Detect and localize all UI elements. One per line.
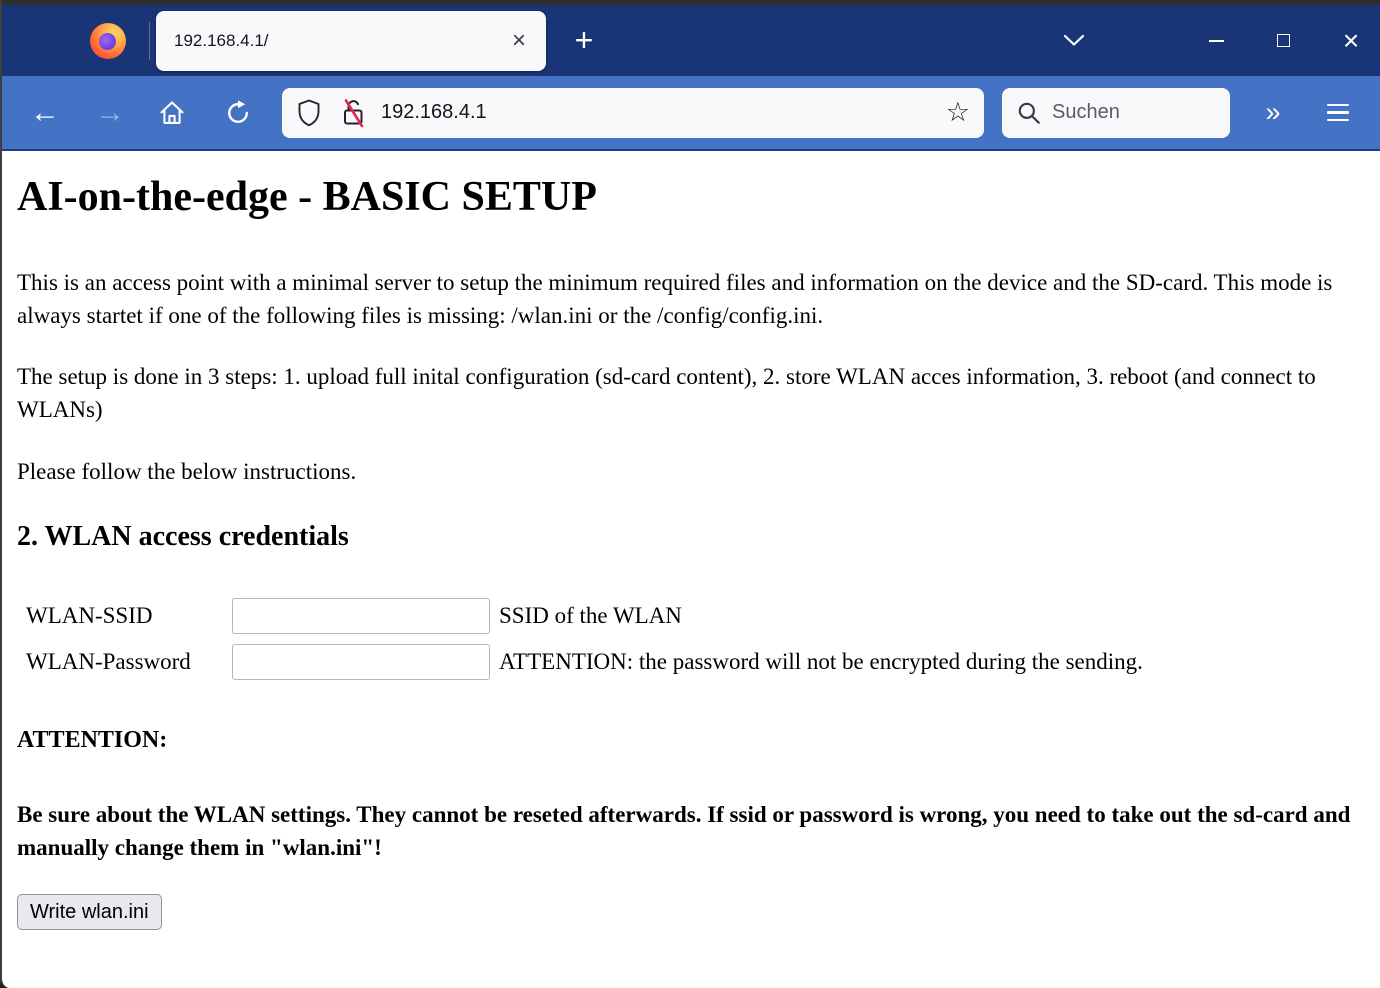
minimize-button[interactable] — [1193, 18, 1239, 64]
url-text[interactable]: 192.168.4.1 — [381, 101, 487, 123]
intro-paragraph-1: This is an access point with a minimal server to setup the minimum required files and information on the device and the SD-card. This mode is always startet if one of the following files is missing: /wlan.ini or the /config/config.ini. — [17, 270, 1333, 329]
url-bar[interactable] — [282, 88, 984, 138]
tab-title: 192.168.4.1/ — [174, 30, 269, 50]
titlebar — [2, 5, 1380, 76]
tab-close-icon[interactable]: × — [511, 26, 526, 54]
wlan-password-label: WLAN-Password — [26, 649, 191, 675]
home-icon — [158, 99, 186, 127]
wlan-credentials-form — [26, 598, 1365, 680]
intro-paragraph-3: Please follow the below instructions. — [17, 459, 357, 485]
maximize-button[interactable] — [1260, 18, 1306, 64]
wlan-password-description: ATTENTION: the password will not be encrypted during the sending. — [499, 649, 1143, 675]
chevron-down-icon — [1063, 34, 1085, 47]
wlan-ssid-description: SSID of the WLAN — [499, 603, 682, 629]
write-wlan-ini-button[interactable]: Write wlan.ini — [17, 894, 162, 930]
hamburger-bar — [1327, 111, 1349, 113]
reload-icon — [224, 99, 252, 127]
new-tab-button[interactable]: + — [574, 22, 594, 58]
hamburger-bar — [1327, 119, 1349, 121]
back-button[interactable]: ← — [30, 95, 60, 129]
firefox-logo-icon — [90, 23, 126, 59]
wlan-ssid-cell — [232, 598, 499, 634]
close-window-button[interactable] — [1328, 18, 1374, 64]
attention-warning-text: Be sure about the WLAN settings. They cannot be reseted afterwards. If ssid or password is wrong, you need to take out the sd-card and manually change them in "wlan.ini"! — [17, 802, 1351, 861]
reload-button[interactable] — [216, 91, 260, 135]
maximize-icon — [1277, 34, 1290, 47]
hamburger-bar — [1327, 104, 1349, 106]
bookmark-star-icon[interactable]: ☆ — [945, 97, 970, 127]
intro-paragraph-2: The setup is done in 3 steps: 1. upload full inital configuration (sd-card content), 2. store WLAN acces information, 3. reboot (and connect to WLANs) — [17, 364, 1316, 423]
hamburger-menu-button[interactable] — [1316, 104, 1360, 121]
forward-button[interactable]: → — [95, 95, 125, 129]
overflow-chevrons-button[interactable]: » — [1265, 97, 1279, 127]
section-heading-wlan-credentials: 2. WLAN access credentials — [17, 521, 349, 553]
search-box[interactable] — [1002, 88, 1230, 138]
page-content — [2, 151, 1380, 988]
wlan-ssid-label: WLAN-SSID — [26, 603, 153, 629]
close-icon: × — [1342, 24, 1360, 56]
minimize-icon — [1209, 40, 1224, 42]
insecure-lock-icon[interactable] — [338, 97, 368, 129]
wlan-ssid-input[interactable] — [232, 598, 490, 634]
search-input[interactable] — [1052, 101, 1202, 124]
list-all-tabs-button[interactable] — [1052, 34, 1096, 47]
tab-separator — [149, 22, 150, 60]
home-button[interactable] — [150, 91, 194, 135]
search-icon — [1016, 100, 1042, 126]
tracking-protection-shield-icon[interactable] — [297, 99, 321, 127]
browser-tab[interactable] — [156, 11, 546, 71]
navigation-toolbar — [2, 76, 1380, 151]
attention-heading: ATTENTION: — [17, 727, 168, 754]
wlan-password-cell — [232, 644, 499, 680]
page-title: AI-on-the-edge - BASIC SETUP — [17, 174, 597, 220]
wlan-password-input[interactable] — [232, 644, 490, 680]
